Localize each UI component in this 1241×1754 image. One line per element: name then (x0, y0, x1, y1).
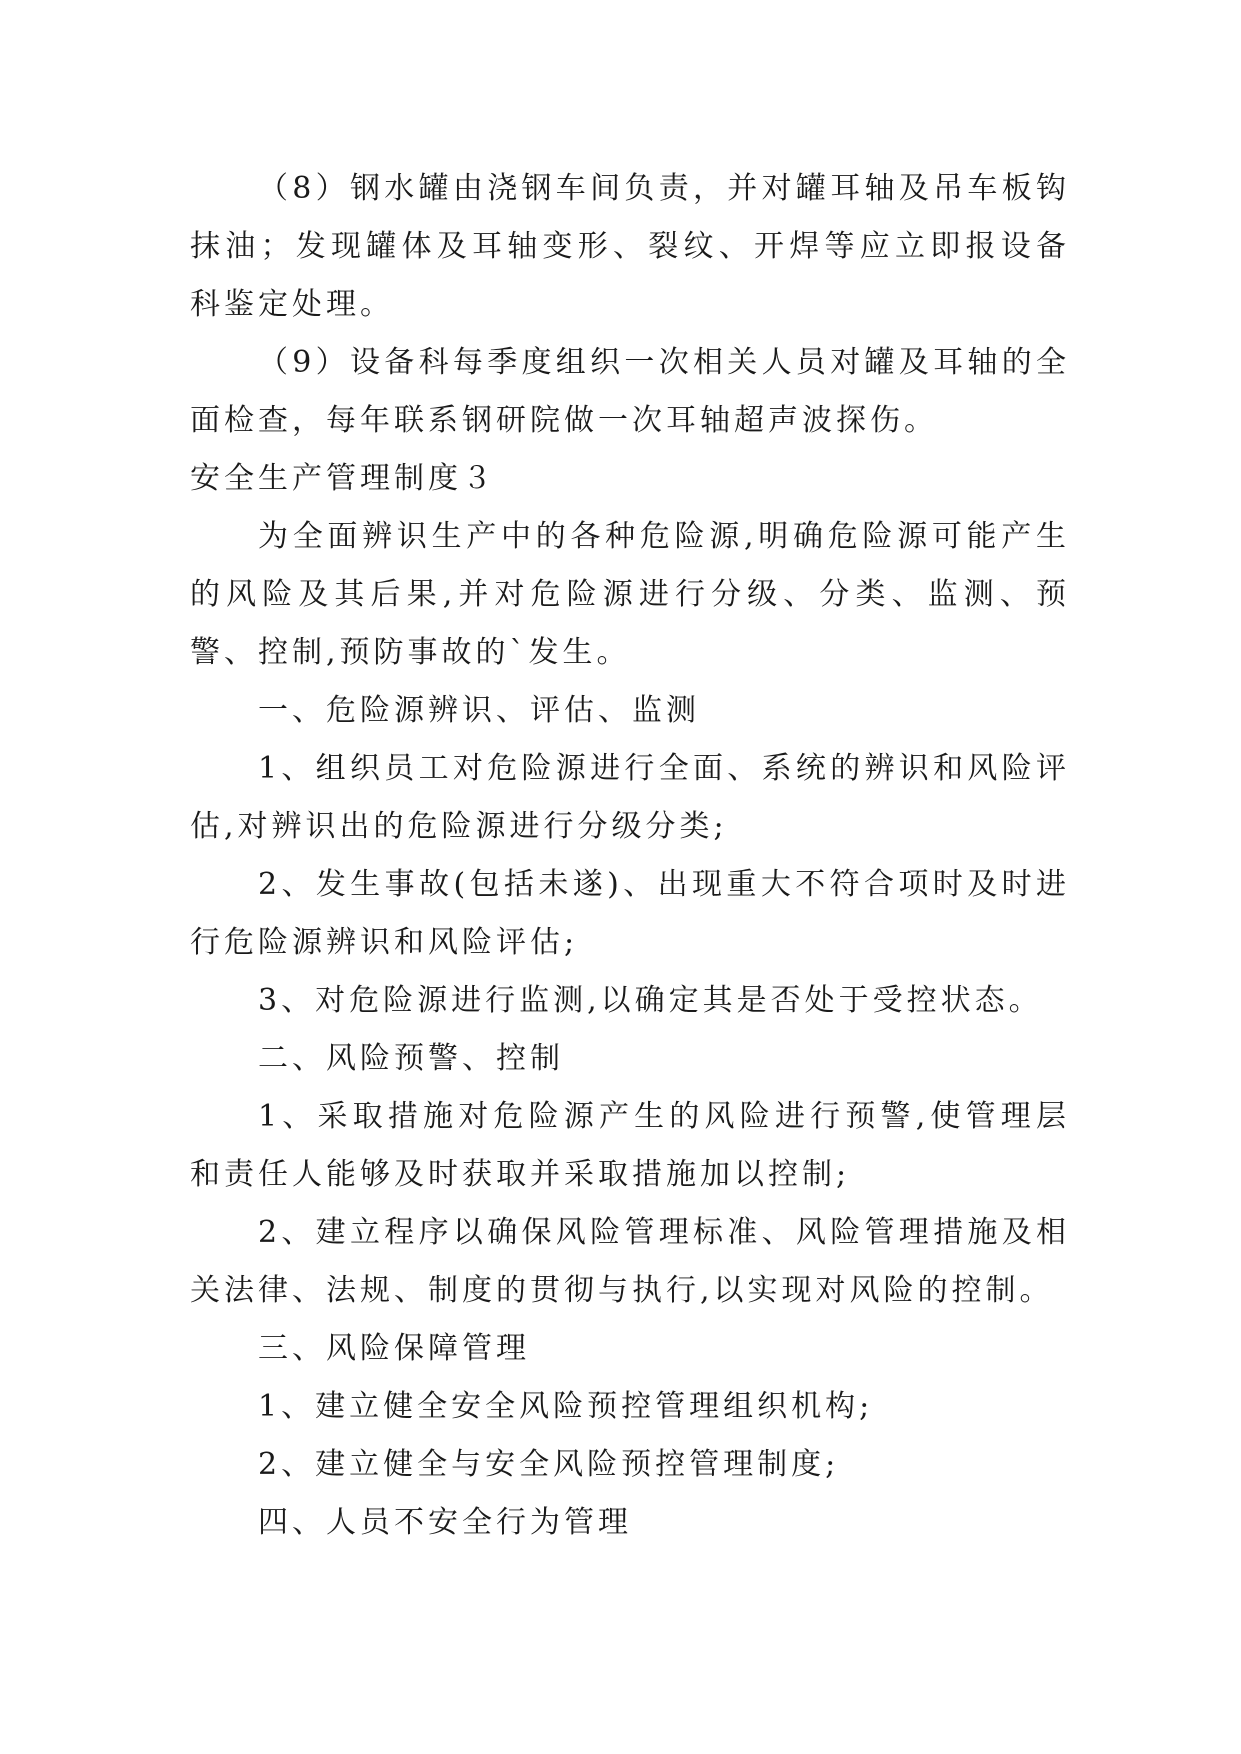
hazard-item-2: 2、发生事故(包括未遂)、出现重大不符合项时及时进行危险源辨识和风险评估; (190, 867, 1070, 960)
intro-paragraph: 为全面辨识生产中的各种危险源,明确危险源可能产生的风险及其后果,并对危险源进行分级、分类、监测、预警、控制,预防事故的`发生。 (190, 519, 1070, 670)
section-title: 安全生产管理制度３ (190, 461, 496, 496)
heading-hazard-identification: 一、危险源辨识、评估、监测 (258, 693, 700, 728)
warning-item-2: 2、建立程序以确保风险管理标准、风险管理措施及相关法律、法规、制度的贯彻与执行,以实现对风险的控制。 (190, 1215, 1070, 1308)
assurance-item-2: 2、建立健全与安全风险预控管理制度; (258, 1447, 840, 1482)
paragraph-item-8: （8）钢水罐由浇钢车间负责，并对罐耳轴及吊车板钩抹油；发现罐体及耳轴变形、裂纹、开焊等应立即报设备科鉴定处理。 (190, 171, 1070, 322)
document-body (190, 160, 1070, 1552)
assurance-item-1: 1、建立健全安全风险预控管理组织机构; (258, 1389, 874, 1424)
heading-unsafe-behavior: 四、人员不安全行为管理 (258, 1505, 632, 1540)
hazard-item-1: 1、组织员工对危险源进行全面、系统的辨识和风险评估,对辨识出的危险源进行分级分类; (190, 751, 1070, 844)
heading-risk-assurance: 三、风险保障管理 (258, 1331, 530, 1366)
heading-risk-warning: 二、风险预警、控制 (258, 1041, 564, 1076)
warning-item-1: 1、采取措施对危险源产生的风险进行预警,使管理层和责任人能够及时获取并采取措施加以控制; (190, 1099, 1070, 1192)
paragraph-item-9: （9）设备科每季度组织一次相关人员对罐及耳轴的全面检查，每年联系钢研院做一次耳轴超声波探伤。 (190, 345, 1070, 438)
hazard-item-3: 3、对危险源进行监测,以确定其是否处于受控状态。 (258, 983, 1043, 1018)
